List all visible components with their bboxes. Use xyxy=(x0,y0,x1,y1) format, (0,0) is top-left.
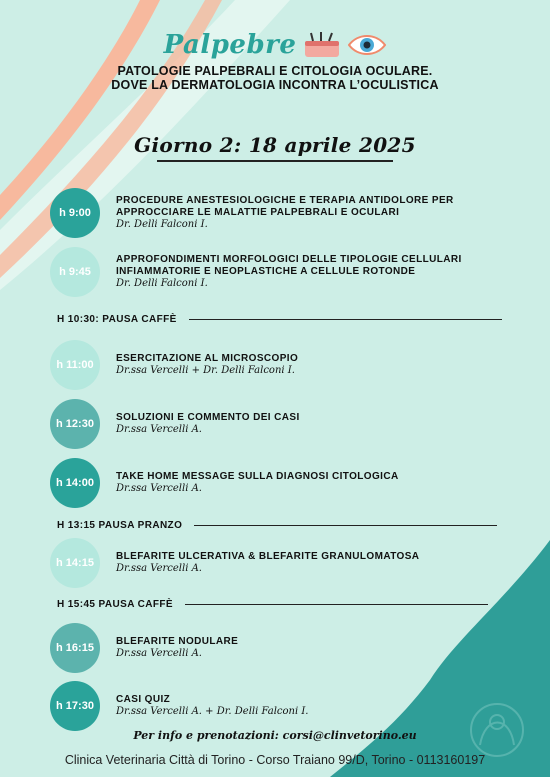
session-title: CASI QUIZ xyxy=(116,694,171,705)
subtitle-line-1: PATOLOGIE PALPEBRALI E CITOLOGIA OCULARE. xyxy=(117,64,433,78)
session-info xyxy=(116,353,298,377)
session-info xyxy=(116,551,419,575)
session-info xyxy=(116,195,454,231)
session-item xyxy=(50,681,308,731)
time-badge: h 11:00 xyxy=(50,340,100,390)
skin-icon xyxy=(304,32,340,58)
session-speaker: Dr. Delli Falconi I. xyxy=(116,219,208,230)
footer-address: Clinica Veterinaria Città di Torino - Corso Traiano 99/D, Torino - 0113160197 xyxy=(64,753,486,767)
session-title: SOLUZIONI E COMMENTO DEI CASI xyxy=(116,412,300,423)
session-item xyxy=(50,340,298,390)
session-title-line-1: PROCEDURE ANESTESIOLOGICHE E TERAPIA ANTIDOLORE PER xyxy=(116,195,454,206)
break-label: H 13:15 PAUSA PRANZO xyxy=(57,520,183,531)
time-badge: h 9:00 xyxy=(50,188,100,238)
session-speaker: Dr.ssa Vercelli A. + Dr. Delli Falconi I. xyxy=(116,706,309,717)
session-item xyxy=(50,247,462,297)
session-speaker: Dr.ssa Vercelli A. xyxy=(116,424,202,435)
session-title: BLEFARITE NODULARE xyxy=(116,636,239,647)
break-divider xyxy=(194,525,497,527)
break-label: H 15:45 PAUSA CAFFÈ xyxy=(57,599,173,610)
session-title-line-1: APPROFONDIMENTI MORFOLOGICI DELLE TIPOLOGIE CELLULARI xyxy=(116,254,462,265)
break-row xyxy=(57,520,497,531)
header xyxy=(0,30,550,92)
session-item xyxy=(50,399,300,449)
session-title-line-2: APPROCCIARE LE MALATTIE PALPEBRALI E OCULARI xyxy=(116,207,400,218)
contact-info: Per info e prenotazioni: corsi@clinvetorino.eu xyxy=(133,729,417,742)
session-item xyxy=(50,458,399,508)
session-item xyxy=(50,538,419,588)
brand-row xyxy=(0,30,550,60)
time-badge: h 17:30 xyxy=(50,681,100,731)
time-badge: h 16:15 xyxy=(50,623,100,673)
day-title-underline xyxy=(157,160,393,162)
brand-title: Palpebre xyxy=(163,30,297,60)
session-info xyxy=(116,471,399,495)
time-badge: h 9:45 xyxy=(50,247,100,297)
session-info xyxy=(116,412,300,436)
session-speaker: Dr.ssa Vercelli A. xyxy=(116,483,202,494)
session-speaker: Dr.ssa Vercelli + Dr. Delli Falconi I. xyxy=(116,365,295,376)
break-divider xyxy=(189,319,502,321)
break-label: H 10:30: PAUSA CAFFÈ xyxy=(57,314,177,325)
eye-icon xyxy=(348,32,386,58)
session-title: ESERCITAZIONE AL MICROSCOPIO xyxy=(116,353,299,364)
session-item xyxy=(50,188,454,238)
session-info xyxy=(116,694,308,718)
subtitle-line-2: DOVE LA DERMATOLOGIA INCONTRA L’OCULISTICA xyxy=(111,78,439,92)
session-title: TAKE HOME MESSAGE SULLA DIAGNOSI CITOLOGICA xyxy=(116,471,399,482)
session-item xyxy=(50,623,238,673)
break-divider xyxy=(185,604,488,606)
session-speaker: Dr.ssa Vercelli A. xyxy=(116,648,202,659)
session-info xyxy=(116,636,238,660)
break-row xyxy=(57,314,502,325)
session-info xyxy=(116,254,462,290)
subtitle xyxy=(0,64,550,92)
day-title: Giorno 2: 18 aprile 2025 xyxy=(134,133,416,157)
time-badge: h 14:15 xyxy=(50,538,100,588)
session-speaker: Dr. Delli Falconi I. xyxy=(116,278,208,289)
break-row xyxy=(57,599,488,610)
session-speaker: Dr.ssa Vercelli A. xyxy=(116,563,202,574)
session-title-line-2: INFIAMMATORIE E NEOPLASTICHE A CELLULE ROTONDE xyxy=(116,266,416,277)
time-badge: h 14:00 xyxy=(50,458,100,508)
time-badge: h 12:30 xyxy=(50,399,100,449)
session-title: BLEFARITE ULCERATIVA & BLEFARITE GRANULOMATOSA xyxy=(116,551,420,562)
